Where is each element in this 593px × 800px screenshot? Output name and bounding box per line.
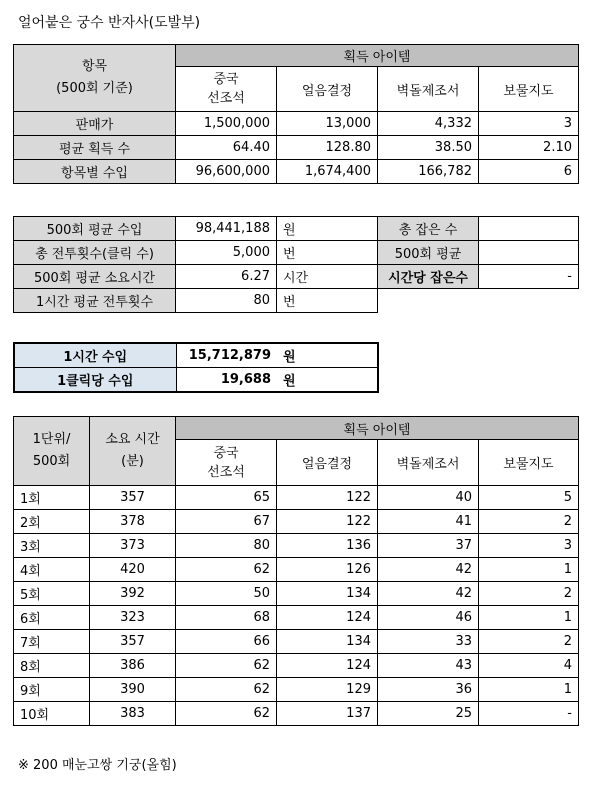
run-value: 25 bbox=[378, 702, 479, 726]
run-value: 124 bbox=[277, 654, 378, 678]
unit-header-cell bbox=[14, 417, 90, 486]
table-row bbox=[14, 289, 579, 313]
run-value: 33 bbox=[378, 630, 479, 654]
column-header-ice: 얼음결정 bbox=[277, 67, 378, 112]
run-value: 62 bbox=[176, 654, 277, 678]
table-row bbox=[14, 510, 579, 534]
summary-label: 500회 평균 소요시간 bbox=[14, 265, 176, 289]
run-value: 3 bbox=[479, 534, 579, 558]
item-subheader: (500회 기준) bbox=[56, 81, 133, 96]
empty-cell bbox=[479, 289, 579, 313]
table-cell: 6 bbox=[479, 160, 579, 184]
table-row bbox=[14, 582, 579, 606]
summary-unit: 번 bbox=[277, 289, 378, 313]
table-row bbox=[14, 265, 579, 289]
column-header-line: 중국 bbox=[213, 72, 239, 87]
table-row bbox=[14, 368, 378, 393]
run-unit: 8회 bbox=[14, 654, 90, 678]
income-value: 15,712,879 bbox=[176, 343, 277, 368]
summary-value: 80 bbox=[176, 289, 277, 313]
table-row bbox=[14, 702, 579, 726]
income-label: 1클릭당 수입 bbox=[14, 368, 176, 393]
summary-value: 6.27 bbox=[176, 265, 277, 289]
time-header-line: 소요 시간 bbox=[105, 432, 160, 447]
run-unit: 6회 bbox=[14, 606, 90, 630]
run-time: 383 bbox=[90, 702, 176, 726]
summary-right-label: 500회 평균 bbox=[378, 241, 479, 265]
run-time: 323 bbox=[90, 606, 176, 630]
acquired-items-header: 획득 아이템 bbox=[176, 45, 579, 67]
summary-table bbox=[13, 216, 579, 313]
income-label: 1시간 수입 bbox=[14, 343, 176, 368]
time-header-line: (분) bbox=[121, 454, 144, 469]
table-row bbox=[14, 343, 378, 368]
run-value: 2 bbox=[479, 630, 579, 654]
unit-header-line: 500회 bbox=[32, 454, 71, 469]
column-header-stone bbox=[176, 440, 277, 486]
table-row bbox=[14, 136, 579, 160]
table-cell: 64.40 bbox=[176, 136, 277, 160]
run-value: 50 bbox=[176, 582, 277, 606]
run-value: 36 bbox=[378, 678, 479, 702]
summary-right-value: - bbox=[479, 265, 579, 289]
run-value: 80 bbox=[176, 534, 277, 558]
table-cell: 1,674,400 bbox=[277, 160, 378, 184]
run-time: 378 bbox=[90, 510, 176, 534]
run-value: 1 bbox=[479, 678, 579, 702]
footnote: ※ 200 매눈고쌍 기궁(올힘) bbox=[18, 758, 177, 773]
run-time: 357 bbox=[90, 486, 176, 510]
run-unit: 10회 bbox=[14, 702, 90, 726]
column-header-line: 선조석 bbox=[207, 464, 245, 480]
row-label: 항목별 수입 bbox=[14, 160, 176, 184]
table-row bbox=[14, 486, 579, 510]
run-time: 420 bbox=[90, 558, 176, 582]
run-value: 66 bbox=[176, 630, 277, 654]
column-header-map: 보물지도 bbox=[479, 67, 579, 112]
income-table bbox=[13, 342, 379, 393]
unit-header-line: 1단위/ bbox=[32, 432, 71, 447]
summary-right-value bbox=[479, 241, 579, 265]
column-header-stone bbox=[176, 67, 277, 112]
table-row bbox=[14, 241, 579, 265]
row-label: 평균 획득 수 bbox=[14, 136, 176, 160]
table-row bbox=[14, 654, 579, 678]
run-value: 1 bbox=[479, 558, 579, 582]
run-unit: 2회 bbox=[14, 510, 90, 534]
run-value: 43 bbox=[378, 654, 479, 678]
run-value: 41 bbox=[378, 510, 479, 534]
empty-cell bbox=[378, 289, 479, 313]
acquired-items-header: 획득 아이템 bbox=[176, 417, 579, 440]
summary-right-value bbox=[479, 217, 579, 241]
run-value: - bbox=[479, 702, 579, 726]
run-unit: 9회 bbox=[14, 678, 90, 702]
table-cell: 2.10 bbox=[479, 136, 579, 160]
run-value: 124 bbox=[277, 606, 378, 630]
run-value: 122 bbox=[277, 486, 378, 510]
summary-value: 5,000 bbox=[176, 241, 277, 265]
summary-value: 98,441,188 bbox=[176, 217, 277, 241]
column-header-brick: 벽돌제조서 bbox=[378, 440, 479, 486]
run-value: 122 bbox=[277, 510, 378, 534]
run-value: 134 bbox=[277, 582, 378, 606]
income-unit: 원 bbox=[277, 343, 378, 368]
run-unit: 7회 bbox=[14, 630, 90, 654]
time-header-cell bbox=[90, 417, 176, 486]
summary-right-label: 총 잡은 수 bbox=[378, 217, 479, 241]
run-time: 373 bbox=[90, 534, 176, 558]
run-value: 136 bbox=[277, 534, 378, 558]
summary-right-label: 시간당 잡은수 bbox=[378, 265, 479, 289]
income-unit: 원 bbox=[277, 368, 378, 393]
run-value: 65 bbox=[176, 486, 277, 510]
income-value: 19,688 bbox=[176, 368, 277, 393]
table-row bbox=[14, 606, 579, 630]
run-value: 62 bbox=[176, 678, 277, 702]
run-value: 42 bbox=[378, 582, 479, 606]
summary-label: 총 전투횟수(클릭 수) bbox=[14, 241, 176, 265]
run-value: 62 bbox=[176, 702, 277, 726]
run-value: 5 bbox=[479, 486, 579, 510]
run-value: 137 bbox=[277, 702, 378, 726]
column-header-ice: 얼음결정 bbox=[277, 440, 378, 486]
run-value: 62 bbox=[176, 558, 277, 582]
item-header: 항목 bbox=[81, 59, 108, 74]
run-value: 40 bbox=[378, 486, 479, 510]
table-cell: 13,000 bbox=[277, 112, 378, 136]
run-time: 386 bbox=[90, 654, 176, 678]
row-label: 판매가 bbox=[14, 112, 176, 136]
run-unit: 5회 bbox=[14, 582, 90, 606]
summary-label: 1시간 평균 전투횟수 bbox=[14, 289, 176, 313]
table-row bbox=[14, 112, 579, 136]
table-row bbox=[14, 678, 579, 702]
run-value: 46 bbox=[378, 606, 479, 630]
run-log-table bbox=[13, 416, 579, 726]
table-cell: 3 bbox=[479, 112, 579, 136]
run-value: 37 bbox=[378, 534, 479, 558]
table-cell: 38.50 bbox=[378, 136, 479, 160]
table-cell: 128.80 bbox=[277, 136, 378, 160]
column-header-map: 보물지도 bbox=[479, 440, 579, 486]
summary-label: 500회 평균 수입 bbox=[14, 217, 176, 241]
table-row bbox=[14, 534, 579, 558]
table-cell: 96,600,000 bbox=[176, 160, 277, 184]
price-table bbox=[13, 44, 579, 184]
table-cell: 4,332 bbox=[378, 112, 479, 136]
run-time: 392 bbox=[90, 582, 176, 606]
run-value: 2 bbox=[479, 510, 579, 534]
table-row bbox=[14, 160, 579, 184]
run-unit: 4회 bbox=[14, 558, 90, 582]
table-cell: 166,782 bbox=[378, 160, 479, 184]
run-unit: 1회 bbox=[14, 486, 90, 510]
table-cell: 1,500,000 bbox=[176, 112, 277, 136]
table-row bbox=[14, 630, 579, 654]
summary-unit: 시간 bbox=[277, 265, 378, 289]
run-time: 390 bbox=[90, 678, 176, 702]
run-value: 67 bbox=[176, 510, 277, 534]
table-row bbox=[14, 558, 579, 582]
run-value: 2 bbox=[479, 582, 579, 606]
column-header-brick: 벽돌제조서 bbox=[378, 67, 479, 112]
run-value: 68 bbox=[176, 606, 277, 630]
run-value: 4 bbox=[479, 654, 579, 678]
run-unit: 3회 bbox=[14, 534, 90, 558]
summary-unit: 원 bbox=[277, 217, 378, 241]
run-value: 129 bbox=[277, 678, 378, 702]
summary-unit: 번 bbox=[277, 241, 378, 265]
run-value: 134 bbox=[277, 630, 378, 654]
column-header-line: 선조석 bbox=[207, 91, 245, 106]
item-header-cell bbox=[14, 45, 176, 112]
run-value: 126 bbox=[277, 558, 378, 582]
run-value: 1 bbox=[479, 606, 579, 630]
table-row bbox=[14, 217, 579, 241]
run-time: 357 bbox=[90, 630, 176, 654]
sheet-title: 얼어붙은 궁수 반자사(도발부) bbox=[18, 15, 201, 31]
column-header-line: 중국 bbox=[213, 445, 239, 461]
run-value: 42 bbox=[378, 558, 479, 582]
